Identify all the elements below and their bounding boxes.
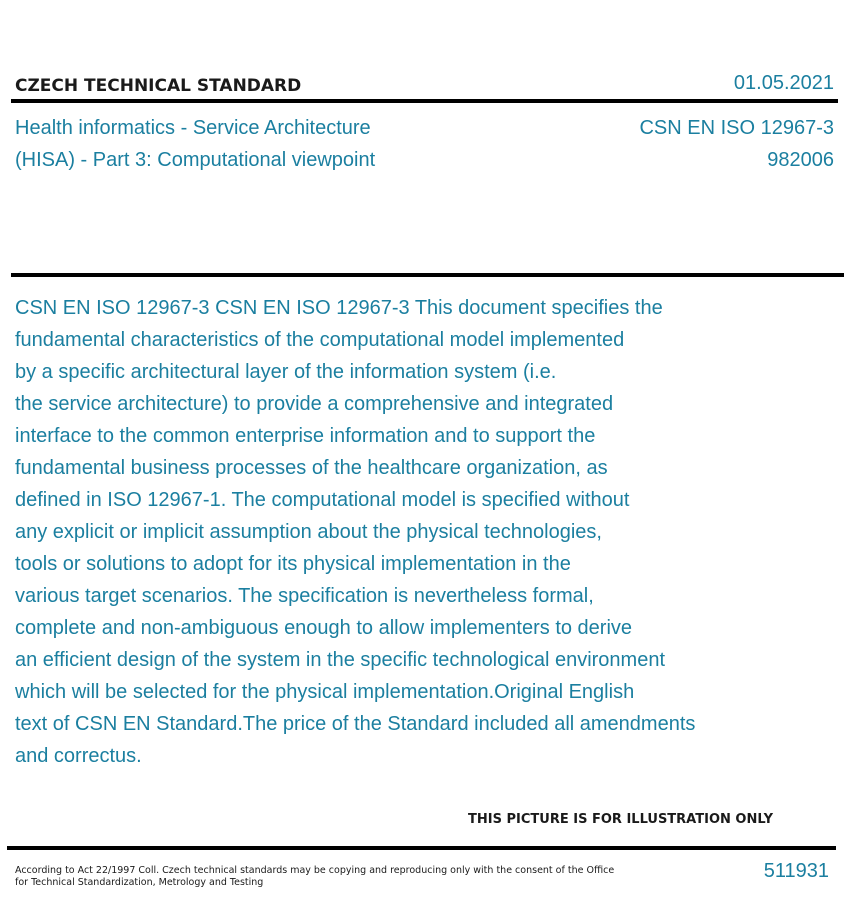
abstract-line: which will be selected for the physical implementation.Original English xyxy=(15,681,635,703)
abstract-line: fundamental characteristics of the computational model implemented xyxy=(15,329,625,351)
standard-type-label: CZECH TECHNICAL STANDARD xyxy=(15,76,302,96)
legal-notice-line-1: According to Act 22/1997 Coll. Czech technical standards may be copying and reproducing only with the consent of the Office xyxy=(15,865,615,876)
header-divider xyxy=(11,99,838,103)
abstract-text xyxy=(15,292,775,772)
standard-code: CSN EN ISO 12967-3 xyxy=(639,117,834,139)
abstract-line: and correctus. xyxy=(15,745,142,767)
illustration-disclaimer: THIS PICTURE IS FOR ILLUSTRATION ONLY xyxy=(468,812,773,827)
standard-title-line-2: (HISA) - Part 3: Computational viewpoint xyxy=(15,149,376,171)
abstract-line: the service architecture) to provide a comprehensive and integrated xyxy=(15,393,614,415)
abstract-line: interface to the common enterprise information and to support the xyxy=(15,425,596,447)
abstract-line: various target scenarios. The specification is nevertheless formal, xyxy=(15,585,594,607)
abstract-line: defined in ISO 12967-1. The computational model is specified without xyxy=(15,489,630,511)
standard-title-line-1: Health informatics - Service Architecture xyxy=(15,117,371,139)
abstract-line: fundamental business processes of the healthcare organization, as xyxy=(15,457,608,479)
abstract-line: an efficient design of the system in the specific technological environment xyxy=(15,649,665,671)
abstract-line: complete and non-ambiguous enough to allow implementers to derive xyxy=(15,617,633,639)
catalog-number: 982006 xyxy=(767,149,834,171)
abstract-line: text of CSN EN Standard.The price of the Standard included all amendments xyxy=(15,713,696,735)
publication-date: 01.05.2021 xyxy=(733,72,834,94)
abstract-line: by a specific architectural layer of the information system (i.e. xyxy=(15,361,557,383)
abstract-line: any explicit or implicit assumption about the physical technologies, xyxy=(15,521,602,543)
document-id: 511931 xyxy=(763,860,829,882)
footer-divider xyxy=(7,846,836,850)
title-divider xyxy=(11,273,844,277)
abstract-line: CSN EN ISO 12967-3 CSN EN ISO 12967-3 This document specifies the xyxy=(15,297,663,319)
abstract-line: tools or solutions to adopt for its physical implementation in the xyxy=(15,553,571,575)
legal-notice xyxy=(15,865,615,889)
legal-notice-line-2: for Technical Standardization, Metrology and Testing xyxy=(15,877,264,888)
